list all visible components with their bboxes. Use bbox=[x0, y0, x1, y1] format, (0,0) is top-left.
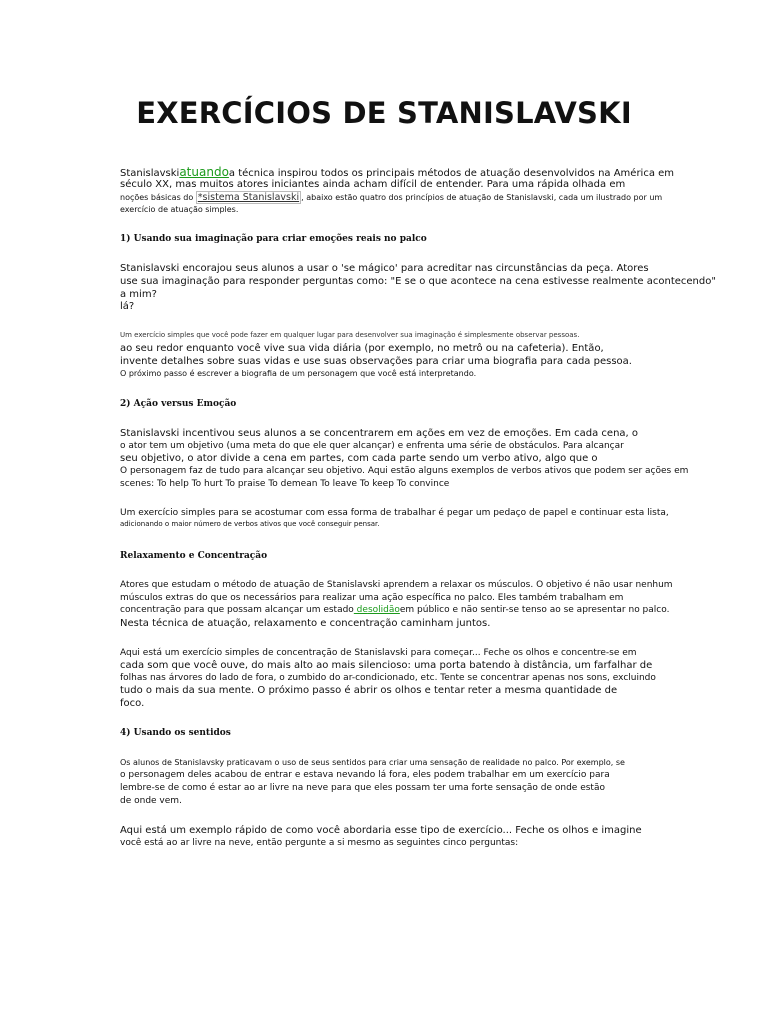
section-3-line: Nesta técnica de atuação, relaxamento e concentração caminham juntos. bbox=[120, 618, 491, 629]
section-1-line: lá? bbox=[120, 301, 135, 312]
intro-text: a técnica inspirou todos os principais métodos de atuação desenvolvidos na América em bbox=[228, 168, 675, 179]
section-3-line: foco. bbox=[120, 698, 145, 709]
section-4-line: Aqui está um exemplo rápido de como você abordaria esse tipo de exercício... Feche os olhos e imagine bbox=[120, 825, 642, 836]
section-3-heading: Relaxamento e Concentração bbox=[120, 551, 268, 561]
section-1-line: Um exercício simples que você pode fazer em qualquer lugar para desenvolver sua imaginação é simplesmente observar pessoas. bbox=[120, 331, 580, 339]
section-2-line: o ator tem um objetivo (uma meta do que ele quer alcançar) e enfrenta uma série de obstáculos. Para alcançar bbox=[120, 441, 624, 451]
section-1-line: ao seu redor enquanto você vive sua vida diária (por exemplo, no metrô ou na cafeteria). Então, bbox=[120, 343, 604, 354]
section-3-line bbox=[120, 605, 669, 615]
solidao-link[interactable]: solidão bbox=[367, 605, 400, 615]
section-2-line: O personagem faz de tudo para alcançar seu objetivo. Aqui estão alguns exemplos de verbos ativos que podem ser ações em bbox=[120, 466, 689, 476]
section-2-line: adicionando o maior número de verbos ativos que você conseguir pensar. bbox=[120, 520, 380, 528]
atuando-link[interactable]: atuando bbox=[179, 165, 229, 179]
section-4-line: lembre-se de como é estar ao ar livre na neve para que eles possam ter uma forte sensação de onde estão bbox=[120, 783, 605, 793]
section-4-heading: 4) Usando os sentidos bbox=[120, 728, 231, 738]
section-1-line: invente detalhes sobre suas vidas e use suas observações para criar uma biografia para cada pessoa. bbox=[120, 356, 632, 367]
section-3-line: Aqui está um exercício simples de concentração de Stanislavski para começar... Feche os olhos e concentre-se em bbox=[120, 648, 637, 658]
section-2-line: scenes: To help To hurt To praise To demean To leave To keep To convince bbox=[120, 479, 450, 489]
section-3-text: em público e não sentir-se tenso ao se apresentar no palco. bbox=[399, 605, 670, 615]
section-3-text: concentração para que possam alcançar um estado bbox=[120, 605, 354, 615]
section-1-line: O próximo passo é escrever a biografia de um personagem que você está interpretando. bbox=[120, 369, 477, 378]
section-2-line: Stanislavski incentivou seus alunos a se concentrarem em ações em vez de emoções. Em cada cena, o bbox=[120, 428, 639, 439]
section-2-line: Um exercício simples para se acostumar com essa forma de trabalhar é pegar um pedaço de papel e continuar esta lista, bbox=[120, 508, 669, 518]
section-3-line: cada som que você ouve, do mais alto ao mais silencioso: uma porta batendo à distância, um farfalhar de bbox=[120, 660, 653, 671]
section-1-line: use sua imaginação para responder perguntas como: "E se o que acontece na cena estivesse realmente acontecendo" bbox=[120, 276, 716, 287]
document-title: EXERCÍCIOS DE STANISLAVSKI bbox=[136, 96, 632, 130]
section-1-line: a mim? bbox=[120, 289, 157, 300]
section-3-line: Atores que estudam o método de atuação de Stanislavski aprendem a relaxar os músculos. O objetivo é não usar nenhum bbox=[120, 580, 673, 590]
intro-line-2: século XX, mas muitos atores iniciantes ainda acham difícil de entender. Para uma rápida olhada em bbox=[120, 179, 626, 190]
section-2-heading: 2) Ação versus Emoção bbox=[120, 399, 237, 409]
de-link[interactable]: de bbox=[353, 605, 368, 615]
sistema-stanislavski-link[interactable]: *sistema Stanislavski bbox=[197, 192, 300, 203]
section-4-line: Os alunos de Stanislavsky praticavam o uso de seus sentidos para criar uma sensação de realidade no palco. Por exemplo, se bbox=[120, 758, 625, 767]
section-2-line: seu objetivo, o ator divide a cena em partes, com cada parte sendo um verbo ativo, algo que o bbox=[120, 453, 598, 464]
intro-line-4: exercício de atuação simples. bbox=[120, 205, 239, 214]
intro-line-1 bbox=[120, 165, 674, 179]
intro-text: , abaixo estão quatro dos princípios de atuação de Stanislavski, cada um ilustrado por um bbox=[301, 193, 663, 202]
intro-line-3 bbox=[120, 192, 662, 203]
section-4-line: você está ao ar livre na neve, então pergunte a si mesmo as seguintes cinco perguntas: bbox=[120, 838, 519, 848]
section-1-line: Stanislavski encorajou seus alunos a usar o 'se mágico' para acreditar nas circunstâncias da peça. Atores bbox=[120, 263, 649, 274]
section-4-line: o personagem deles acabou de entrar e estava nevando lá fora, eles podem trabalhar em um exercício para bbox=[120, 770, 610, 780]
intro-text: Stanislavski bbox=[120, 168, 180, 179]
section-3-line: músculos extras do que os necessários para realizar uma ação específica no palco. Eles também trabalham em bbox=[120, 593, 624, 603]
intro-text: noções básicas do bbox=[120, 193, 196, 202]
section-1-heading: 1) Usando sua imaginação para criar emoções reais no palco bbox=[120, 234, 427, 244]
section-3-line: tudo o mais da sua mente. O próximo passo é abrir os olhos e tentar reter a mesma quantidade de bbox=[120, 685, 618, 696]
section-4-line: de onde vem. bbox=[120, 796, 182, 806]
section-3-line: folhas nas árvores do lado de fora, o zumbido do ar-condicionado, etc. Tente se concentrar apenas nos sons, excluindo bbox=[120, 673, 656, 683]
